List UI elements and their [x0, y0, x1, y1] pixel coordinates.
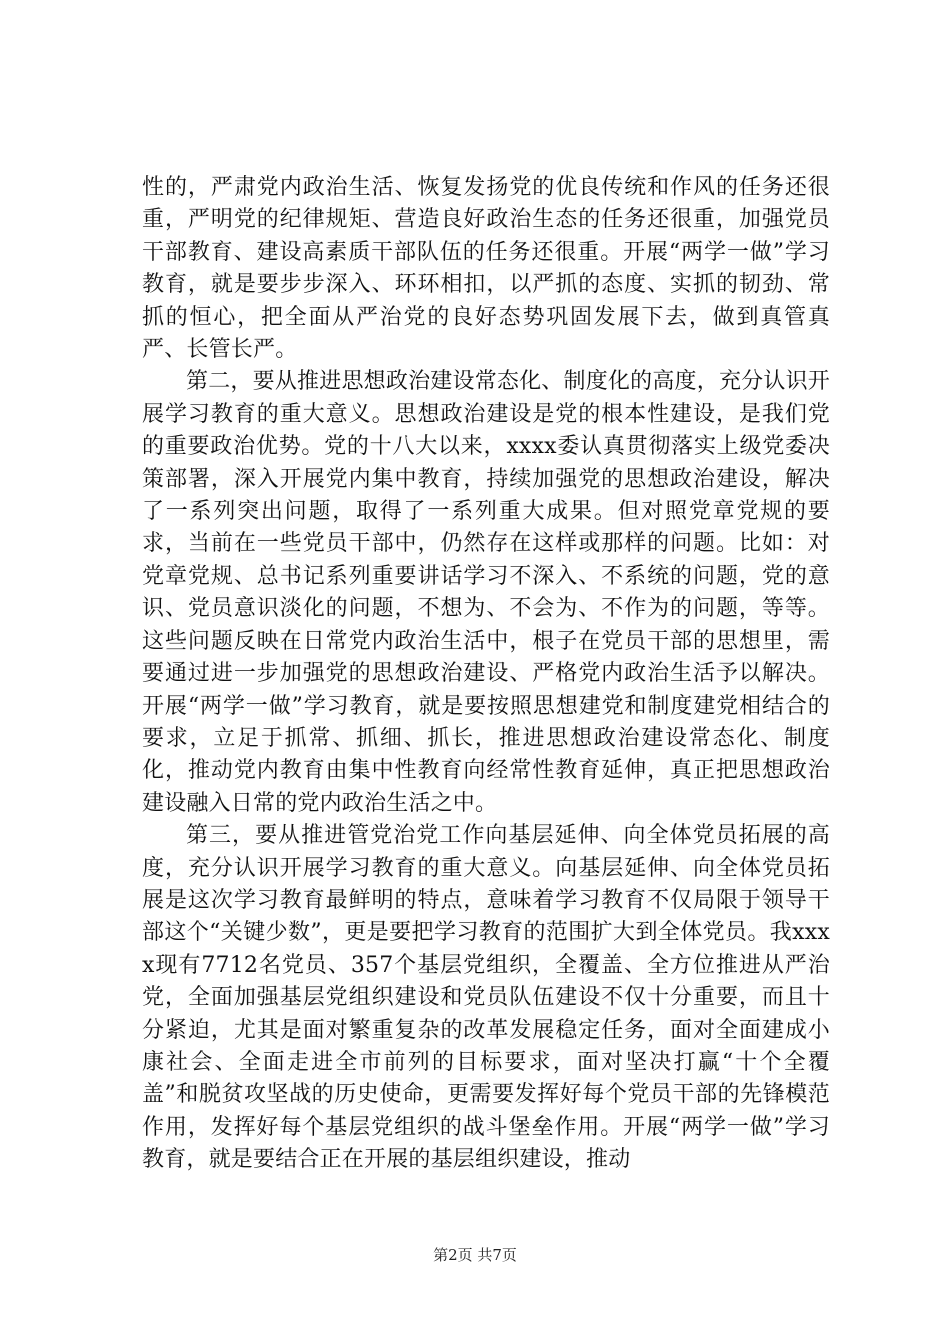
paragraph-1: 性的，严肃党内政治生活、恢复发扬党的优良传统和作风的任务还很重，严明党的纪律规矩、营造良好政治生态的任务还很重，加强党员干部教育、建设高素质干部队伍的任务还很重。开展“两学一做”学习教育，就是要步步深入、环环相扣，以严抓的态度、实抓的韧劲、常抓的恒心，把全面从严治党的良好态势巩固发展下去，做到真管真严、长管长严。: [142, 175, 830, 363]
document-body: [142, 172, 830, 1177]
paragraph-3: 第三，要从推进管党治党工作向基层延伸、向全体党员拓展的高度，充分认识开展学习教育的重大意义。向基层延伸、向全体党员拓展是这次学习教育最鲜明的特点，意味着学习教育不仅局限于领导干部这个“关键少数”，更是要把学习教育的范围扩大到全体党员。我xxxx现有7712名党员、357个基层党组织，全覆盖、全方位推进从严治党，全面加强基层党组织建设和党员队伍建设不仅十分重要，而且十分紧迫，尤其是面对繁重复杂的改革发展稳定任务，面对全面建成小康社会、全面走进全市前列的目标要求，面对坚决打赢“十个全覆盖”和脱贫攻坚战的历史使命，更需要发挥好每个党员干部的先锋模范作用，发挥好每个基层党组织的战斗堡垒作用。开展“两学一做”学习教育，就是要结合正在开展的基层组织建设，推动: [142, 823, 830, 1173]
paragraph-2: 第二，要从推进思想政治建设常态化、制度化的高度，充分认识开展学习教育的重大意义。思想政治建设是党的根本性建设，是我们党的重要政治优势。党的十八大以来，xxxx委认真贯彻落实上级党委决策部署，深入开展党内集中教育，持续加强党的思想政治建设，解决了一系列突出问题，取得了一系列重大成果。但对照党章党规的要求，当前在一些党员干部中，仍然存在这样或那样的问题。比如：对党章党规、总书记系列重要讲话学习不深入、不系统的问题，党的意识、党员意识淡化的问题，不想为、不会为、不作为的问题，等等。这些问题反映在日常党内政治生活中，根子在党员干部的思想里，需要通过进一步加强党的思想政治建设、严格党内政治生活予以解决。开展“两学一做”学习教育，就是要按照思想建党和制度建党相结合的要求，立足于抓常、抓细、抓长，推进思想政治建设常态化、制度化，推动党内教育由集中性教育向经常性教育延伸，真正把思想政治建设融入日常的党内政治生活之中。: [142, 369, 830, 816]
page-footer: 第2页 共7页: [433, 1246, 517, 1264]
